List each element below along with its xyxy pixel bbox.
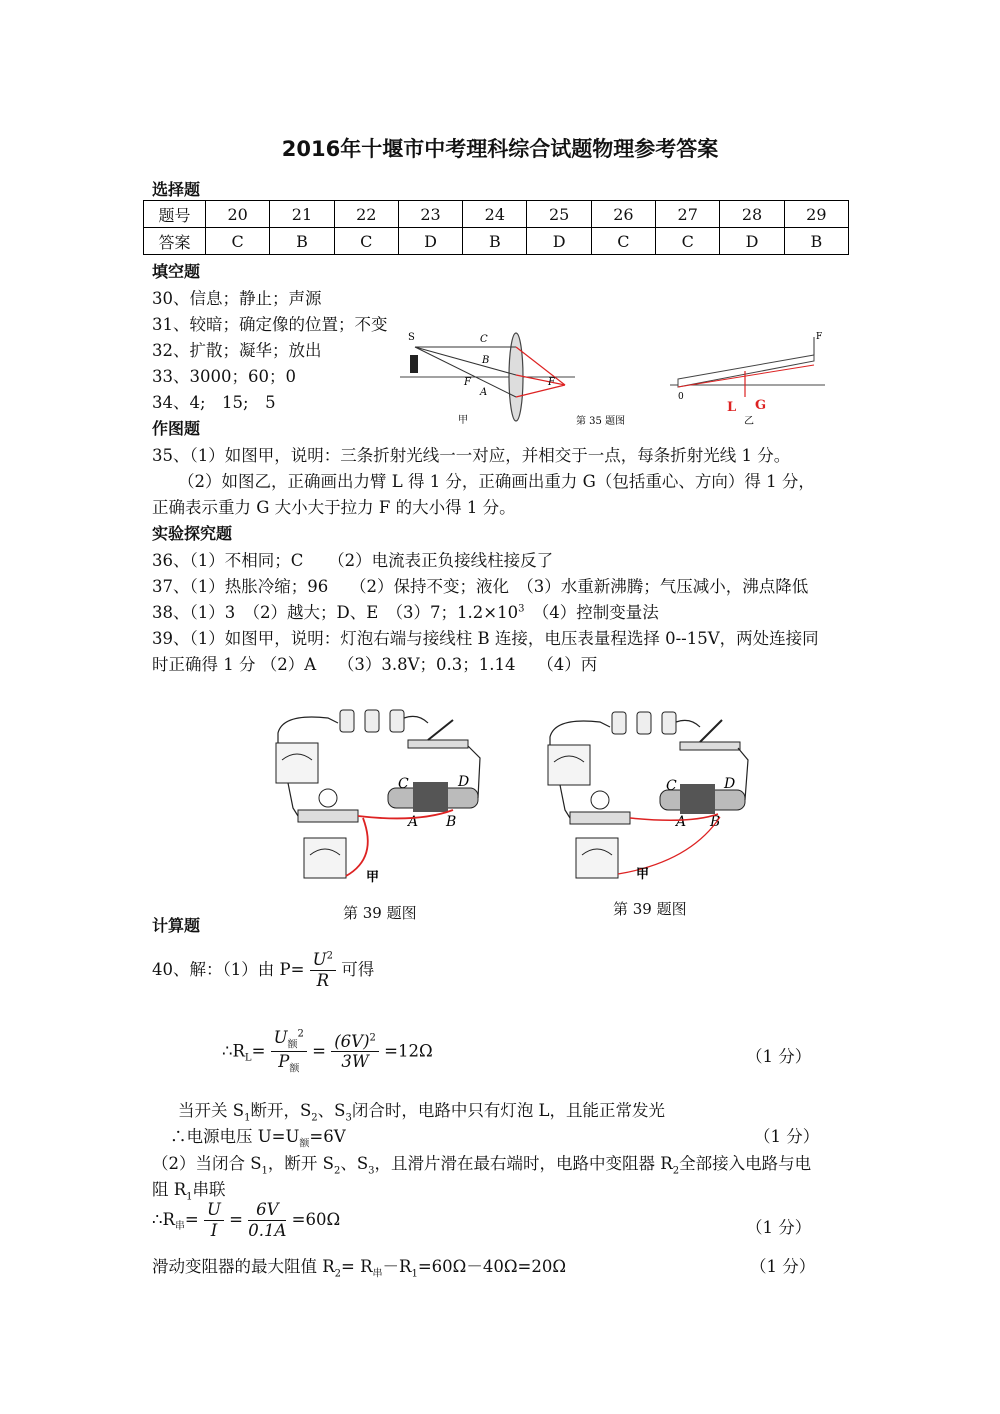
max-sub2: 串 (372, 1268, 383, 1280)
p2-r2: 2 (672, 1165, 680, 1177)
page-title: 2016年十堰市中考理科综合试题物理参考答案 (281, 137, 719, 161)
section-drawing: 作图题 (152, 419, 201, 438)
p2-d: ，且滑片滑在最右端时，电路中变阻器 R (374, 1154, 673, 1173)
table-cell: 23 (398, 201, 462, 228)
score-4: （1 分） (750, 1257, 816, 1276)
table-cell: B (784, 228, 848, 255)
voltmeter-icon (304, 838, 346, 878)
table-cell: C (206, 228, 270, 255)
fig39-caption-right: 第 39 题图 (613, 900, 687, 918)
rl-den-sub: 额 (289, 1063, 300, 1075)
p2-line2a: 阻 R (152, 1180, 187, 1199)
switch-icon (428, 720, 453, 740)
label-A: A (480, 387, 488, 398)
label-C: C (480, 334, 488, 345)
p2-c: 、S (340, 1154, 369, 1173)
table-answer-label: 答案 (144, 228, 206, 255)
rser-prefix: ∴R (152, 1209, 175, 1229)
rheostat-label-D: D (458, 774, 470, 790)
max-sub1: 2 (334, 1268, 342, 1280)
answer-table (143, 200, 849, 255)
label-F2: F (548, 377, 555, 388)
rl-num-exp: 2 (297, 1028, 304, 1040)
lever-diagram (670, 332, 825, 427)
rl-result: =12Ω (384, 1041, 433, 1061)
fill-answer-33: 33、3000；60；0 (152, 367, 296, 386)
q40-part2-line1 (152, 1150, 811, 1176)
voltage-sub: 额 (299, 1138, 310, 1150)
rser-result: =60Ω (291, 1209, 341, 1229)
rheostat-label-C: C (398, 776, 409, 792)
max-c: －R (382, 1257, 412, 1276)
switch-icon (700, 720, 722, 742)
label-F: F (464, 377, 471, 388)
table-cell: D (527, 228, 591, 255)
fill-answer-30: 30、信息；静止；声源 (152, 289, 322, 308)
p2-b: ，断开 S (267, 1154, 334, 1173)
battery-icon (662, 712, 676, 734)
rser-num2: 6V (248, 1200, 286, 1221)
rheostat-coil (680, 784, 715, 814)
figure-39-right (540, 702, 765, 892)
table-row (144, 201, 849, 228)
fill-answer-34: 34、4; 15; 5 (152, 393, 276, 412)
q35-line1: 35、（1）如图甲，说明：三条折射光线一一对应，并相交于一点，每条折射光线 1 分。 (152, 446, 791, 465)
switch-s3: 3 (345, 1112, 352, 1124)
table-cell: 29 (784, 201, 848, 228)
p2-s3: 3 (368, 1165, 375, 1177)
q40-part2-line2 (152, 1176, 226, 1202)
switch-d: 闭合时，电路中只有灯泡 L，且能正常发光 (351, 1101, 666, 1120)
label-jia: 甲 (458, 415, 468, 426)
q39-line1: 39、（1）如图甲，说明：灯泡右端与接线柱 B 连接，电压表量程选择 0--15V，两处连接同 (152, 629, 819, 648)
rl-num-sub: 额 (287, 1039, 298, 1051)
switch-c: 、S (317, 1101, 346, 1120)
q40-rl-formula (222, 1028, 433, 1076)
table-cell: C (591, 228, 655, 255)
battery-icon (340, 710, 354, 732)
table-cell: 25 (527, 201, 591, 228)
max-d: =60Ω－40Ω=20Ω (417, 1257, 567, 1276)
bulb-base (570, 812, 630, 824)
fraction-ui (204, 1200, 224, 1241)
p2-a: （2）当闭合 S (152, 1154, 262, 1173)
q40-intro-text: 40、解：（1）由 P= (152, 959, 305, 979)
battery-icon (637, 712, 651, 734)
rl-eq: = (251, 1041, 266, 1061)
ammeter-icon (276, 743, 318, 783)
q40-intro (152, 950, 374, 991)
table-cell: D (398, 228, 462, 255)
rl-sub: L (244, 1052, 252, 1064)
max-sub3: 1 (411, 1268, 418, 1280)
figure-35 (400, 325, 830, 430)
score-1: （1 分） (746, 1047, 812, 1066)
switch-s2: 2 (311, 1112, 318, 1124)
q40-switch-line (178, 1097, 665, 1123)
lever-label-L: L (727, 400, 737, 415)
q40-intro-end: 可得 (341, 959, 375, 979)
frac-denominator: R (316, 970, 330, 990)
label-yi: 乙 (744, 416, 754, 427)
rser-eq2: = (229, 1209, 243, 1229)
q38-line (152, 599, 659, 623)
fill-answer-31: 31、较暗；确定像的位置；不变 (152, 315, 388, 334)
rl-num: U (273, 1028, 288, 1047)
table-cell: B (270, 228, 334, 255)
rl-den2: 3W (341, 1052, 369, 1072)
table-cell: C (656, 228, 720, 255)
rser-num: U (204, 1200, 224, 1221)
lens-icon (509, 333, 523, 421)
max-b: = R (341, 1257, 373, 1276)
q38-text-a: 38、（1）3 （2）越大；D、E （3）7；1.2×10 (152, 603, 519, 622)
rl-prefix: ∴R (222, 1041, 245, 1061)
voltage-text: ∴电源电压 U=U (170, 1127, 300, 1146)
p2-s2: 2 (333, 1165, 341, 1177)
lens-diagram (400, 332, 625, 427)
section-fill: 填空题 (152, 262, 201, 281)
label-S: S (408, 332, 415, 343)
rheostat-label-B: B (446, 814, 457, 830)
fig39-caption-left: 第 39 题图 (343, 904, 417, 922)
rl-num2-exp: 2 (369, 1032, 376, 1043)
rheostat-label-C: C (666, 778, 677, 794)
frac-numerator: U (312, 950, 327, 969)
lever-label-F: F (816, 332, 823, 342)
ammeter-icon (548, 745, 590, 785)
rl-num2: (6V) (334, 1031, 370, 1051)
q40-max-line (152, 1253, 566, 1279)
fraction-rl (271, 1028, 307, 1076)
switch-s1: 1 (244, 1112, 251, 1124)
rser-eq: = (184, 1209, 199, 1229)
section-calc: 计算题 (152, 916, 201, 935)
table-header-label: 题号 (144, 201, 206, 228)
q38-exponent: 3 (518, 603, 525, 615)
p2-line2-sub: 1 (186, 1191, 193, 1203)
table-cell: 21 (270, 201, 334, 228)
rl-eq2: = (312, 1041, 326, 1061)
voltmeter-icon (576, 838, 618, 878)
fill-answer-32: 32、扩散；凝华；放出 (152, 341, 322, 360)
rheostat-coil (413, 782, 448, 812)
bulb-base (298, 810, 358, 822)
voltage-end: =6V (309, 1127, 346, 1146)
label-B: B (482, 355, 490, 366)
table-cell: 27 (656, 201, 720, 228)
table-cell: 24 (463, 201, 527, 228)
battery-icon (365, 710, 379, 732)
q40-rser-formula (152, 1200, 340, 1241)
table-cell: B (463, 228, 527, 255)
rheostat-label-A: A (676, 814, 687, 830)
rser-den2: 0.1A (248, 1220, 287, 1240)
p2-e: 全部接入电路与电 (679, 1154, 812, 1173)
switch-base (680, 742, 740, 750)
score-2: （1 分） (754, 1127, 820, 1146)
max-a: 滑动变阻器的最大阻值 R (152, 1257, 335, 1276)
table-row (144, 228, 849, 255)
p2-line2b: 串联 (192, 1180, 226, 1199)
p2-s1: 1 (261, 1165, 268, 1177)
bulb-icon (591, 791, 609, 809)
fig39-label-jia: 甲 (636, 867, 650, 882)
score-3: （1 分） (746, 1218, 812, 1237)
figure-39-left (268, 698, 493, 893)
rheostat-label-B: B (710, 814, 721, 830)
rser-den: I (210, 1220, 218, 1240)
battery-icon (390, 710, 404, 732)
candle-icon (410, 355, 418, 373)
fig39-label-jia: 甲 (366, 870, 380, 885)
table-cell: 28 (720, 201, 784, 228)
table-cell: 22 (334, 201, 398, 228)
rl-den: P (278, 1052, 290, 1072)
switch-a: 当开关 S (178, 1101, 245, 1120)
bulb-icon (319, 789, 337, 807)
q37-line: 37、（1）热胀冷缩；96 （2）保持不变；液化 （3）水重新沸腾；气压减小，沸点降低 (152, 577, 809, 596)
rser-sub: 串 (174, 1221, 185, 1233)
q35-line2: （2）如图乙，正确画出力臂 L 得 1 分，正确画出重力 G（包括重心、方向）得 1 分， (178, 472, 815, 491)
switch-base (408, 740, 468, 748)
q40-voltage-line (170, 1123, 346, 1149)
fraction-6v (331, 1032, 379, 1073)
frac-exponent: 2 (326, 950, 333, 962)
table-cell: 20 (206, 201, 270, 228)
fraction-u2-r (310, 950, 336, 991)
fraction-6v-01a (248, 1200, 286, 1241)
q39-line2: 时正确得 1 分 （2）A （3）3.8V；0.3；1.14 （4）丙 (152, 655, 598, 674)
table-cell: C (334, 228, 398, 255)
battery-icon (612, 712, 626, 734)
table-cell: D (720, 228, 784, 255)
rheostat-label-D: D (724, 776, 736, 792)
switch-b: 断开，S (250, 1101, 312, 1120)
q38-text-b: （4）控制变量法 (524, 603, 659, 622)
q36-line: 36、（1）不相同；C （2）电流表正负接线柱接反了 (152, 551, 554, 570)
section-experiment: 实验探究题 (152, 524, 233, 543)
table-cell: 26 (591, 201, 655, 228)
lever-label-G: G (755, 398, 767, 413)
fig35-caption: 第 35 题图 (576, 416, 626, 427)
lever-label-O: 0 (678, 392, 684, 402)
rheostat-label-A: A (408, 814, 419, 830)
q35-line3: 正确表示重力 G 大小大于拉力 F 的大小得 1 分。 (152, 498, 516, 517)
section-choice: 选择题 (152, 180, 201, 199)
